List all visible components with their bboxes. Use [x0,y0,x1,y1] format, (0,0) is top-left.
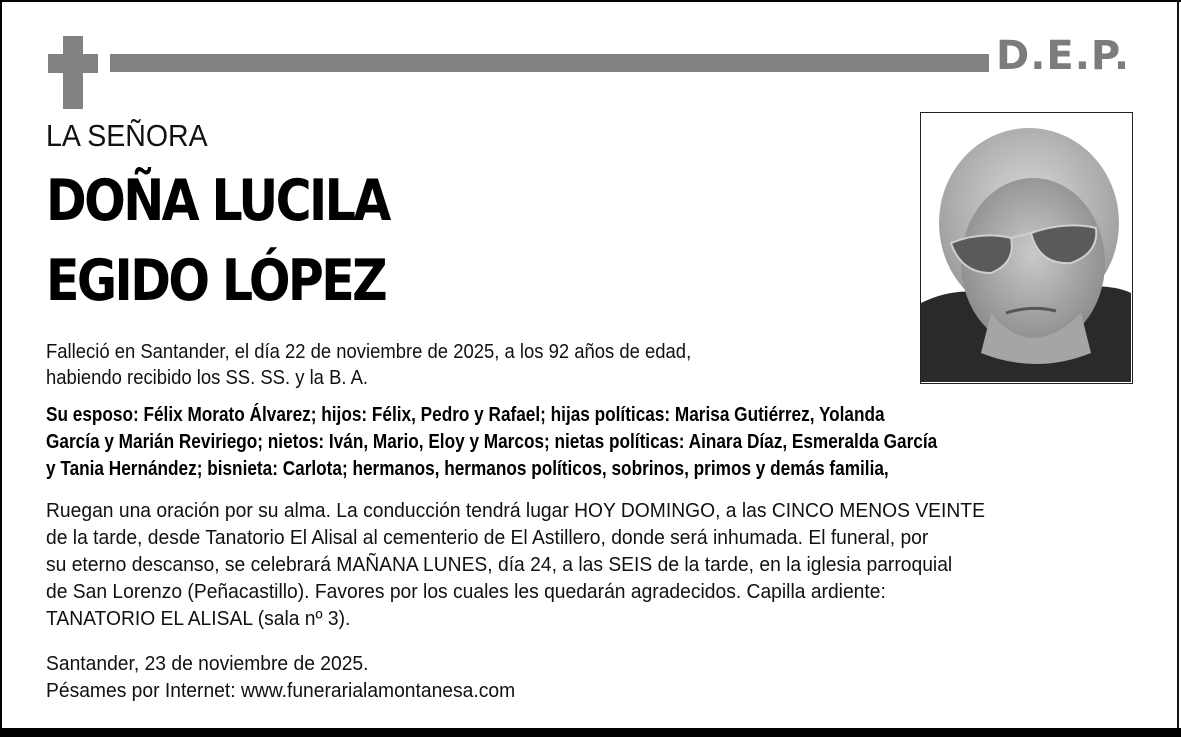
deceased-name-line-1: DOÑA LUCILA [46,168,389,234]
death-notice-line: Falleció en Santander, el día 22 de noviembre de 2025, a los 92 años de edad, [46,340,692,363]
family-line: Su esposo: Félix Morato Álvarez; hijos: Félix, Pedro y Rafael; hijas políticas: Marisa Gutiérrez, Yolanda [46,404,885,426]
frame-border-right [1177,0,1179,730]
dep-label: D.E.P. [996,33,1131,79]
frame-border-left [0,0,2,737]
cross-horizontal-bar [48,54,98,73]
header-rule [110,54,989,72]
service-line: su eterno descanso, se celebrará MAÑANA LUNES, día 24, a las SEIS de la tarde, en la iglesia parroquial [46,553,953,576]
service-line: de San Lorenzo (Peñacastillo). Favores por los cuales les quedarán agradecidos. Capilla ardiente: [46,580,886,603]
online-condolences: Pésames por Internet: www.funerarialamontanesa.com [46,679,516,702]
family-line: y Tania Hernández; bisnieta: Carlota; hermanos, hermanos políticos, sobrinos, primos y demás familia, [46,458,889,480]
frame-border-bottom [0,728,1181,737]
place-and-date: Santander, 23 de noviembre de 2025. [46,652,369,675]
service-line: TANATORIO EL ALISAL (sala nº 3). [46,607,351,630]
death-notice-line: habiendo recibido los SS. SS. y la B. A. [46,366,369,389]
deceased-portrait [920,112,1133,384]
service-line: de la tarde, desde Tanatorio El Alisal al cementerio de El Astillero, donde será inhumada. El funeral, por [46,526,929,549]
frame-border-top [0,0,1181,2]
service-line: Ruegan una oración por su alma. La conducción tendrá lugar HOY DOMINGO, a las CINCO MENOS VEINTE [46,499,985,522]
deceased-name-line-2: EGIDO LÓPEZ [46,248,386,314]
honorific-title: LA SEÑORA [46,118,208,153]
family-line: García y Marián Reviriego; nietos: Iván, Mario, Eloy y Marcos; nietas políticas: Ainara Díaz, Esmeralda García [46,431,938,453]
portrait-photo-icon [921,113,1131,382]
